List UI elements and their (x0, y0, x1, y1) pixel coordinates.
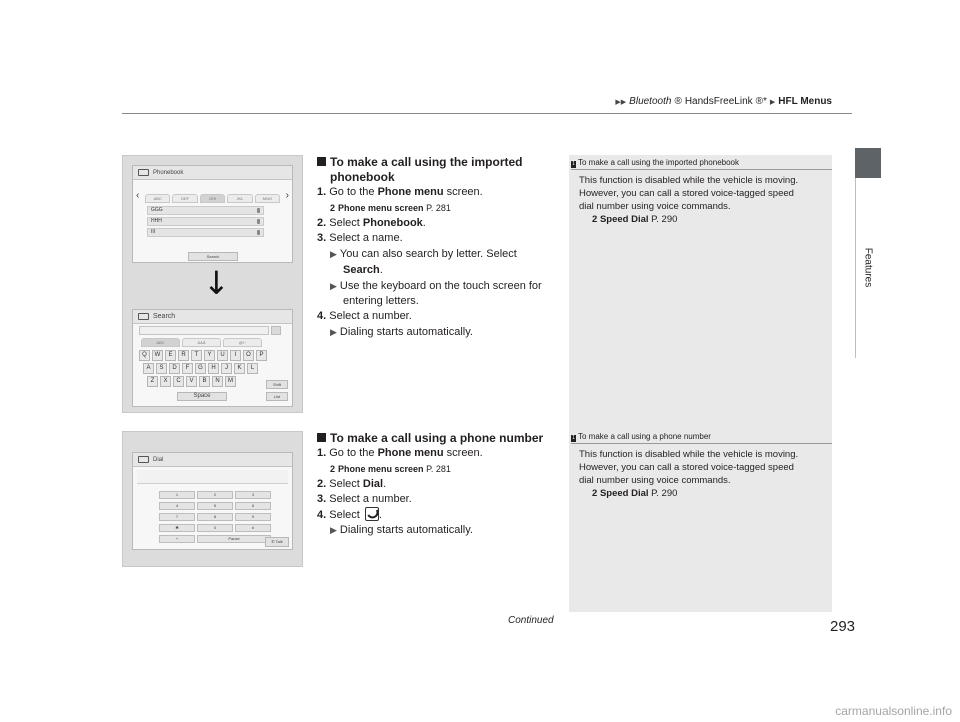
header-reg: ® (674, 96, 682, 107)
search-title-bar (133, 310, 292, 324)
dial-key[interactable]: 1 (159, 491, 195, 499)
header-arrow-icon: ▶▶ (615, 98, 627, 106)
dial-key[interactable]: 8 (197, 513, 233, 521)
key[interactable]: G (195, 363, 206, 374)
key[interactable]: U (217, 350, 228, 361)
screenshot-panel-1 (122, 155, 303, 413)
search-screen (132, 309, 293, 407)
dial-key[interactable]: 3 (235, 491, 271, 499)
section1-step3: 3. Select a name. (317, 232, 403, 244)
contact-row[interactable]: HHH (147, 217, 264, 226)
note1-ref[interactable]: 2 Speed Dial P. 290 (592, 214, 678, 225)
keyboard-row-2 (143, 363, 258, 374)
dial-title-bar (133, 453, 292, 467)
header-brand: HandsFreeLink (684, 96, 753, 107)
note2-line3: dial number using voice commands. (579, 475, 731, 486)
dial-key[interactable]: ✱ (159, 524, 195, 532)
talk-button[interactable]: ✆ Talk (265, 537, 289, 547)
key[interactable]: M (225, 376, 236, 387)
key[interactable]: H (208, 363, 219, 374)
triangle-bullet-icon: ▶ (330, 327, 337, 337)
square-bullet-icon (317, 433, 326, 442)
key[interactable]: A (143, 363, 154, 374)
chevron-right-icon: › (285, 190, 289, 201)
section2-step3: 3. Select a number. (317, 493, 412, 505)
key[interactable]: N (212, 376, 223, 387)
section2-step2: 2. Select Dial. (317, 478, 387, 490)
key[interactable]: T (191, 350, 202, 361)
arrow-down-icon: ↓ (203, 264, 230, 302)
dial-key-plus[interactable]: + (159, 535, 195, 543)
triangle-bullet-icon: ▶ (330, 525, 337, 535)
square-bullet-icon (317, 157, 326, 166)
section1-title: To make a call using the imported (317, 155, 523, 170)
note2-heading: 1 To make a call using a phone number (572, 432, 711, 441)
device-icon (138, 456, 149, 463)
header-arrow2-icon: ▶ (769, 98, 776, 106)
continued-label: Continued (508, 615, 554, 626)
key[interactable]: P (256, 350, 267, 361)
dial-number-display (137, 470, 288, 484)
keyboard-row-1 (139, 350, 267, 361)
triangle-bullet-icon: ▶ (330, 281, 337, 291)
ref-arrow-icon: 2 (330, 203, 336, 213)
tab-letter[interactable]: MNO (255, 194, 280, 203)
note2-rule (571, 443, 832, 444)
dial-key[interactable]: # (235, 524, 271, 532)
note1-line1: This function is disabled while the vehicle is moving. (579, 175, 799, 186)
keyboard-row-3 (147, 376, 236, 387)
triangle-bullet-icon: ▶ (330, 249, 337, 259)
key[interactable]: B (199, 376, 210, 387)
search-title: Search (153, 313, 176, 320)
section2-step4: 4. Select . (317, 509, 382, 521)
key[interactable]: Y (204, 350, 215, 361)
device-icon (138, 313, 149, 320)
phone-icon: ✆ (271, 539, 275, 544)
key[interactable]: V (186, 376, 197, 387)
ref-arrow-icon: 2 (330, 464, 336, 474)
header-section: HFL Menus (778, 96, 832, 107)
phonebook-screen (132, 165, 293, 263)
tab-accents[interactable]: ÀÄÅ (182, 338, 221, 347)
phonebook-title: Phonebook (153, 169, 184, 176)
section1-ref1[interactable]: 2 Phone menu screen P. 281 (330, 203, 451, 213)
key[interactable]: S (156, 363, 167, 374)
screenshot-panel-2 (122, 431, 303, 567)
running-header (615, 96, 832, 107)
dial-key[interactable]: 9 (235, 513, 271, 521)
key[interactable]: C (173, 376, 184, 387)
ref-arrow-icon: 2 (592, 214, 598, 225)
note2-line2: However, you can call a stored voice-tagged speed (579, 462, 794, 473)
section1-title-cont: phonebook (330, 170, 395, 184)
space-button[interactable]: Space (177, 392, 227, 401)
tab-letter[interactable]: JKL (227, 194, 252, 203)
section1-step3-sub2: ▶ Use the keyboard on the touch screen for (330, 280, 542, 292)
header-rule (122, 113, 852, 114)
section2-step1: 1. Go to the Phone menu screen. (317, 447, 483, 459)
keyboard-tabs (141, 338, 262, 347)
key[interactable]: W (152, 350, 163, 361)
section1-step4: 4. Select a number. (317, 310, 412, 322)
section1-step2: 2. Select Phonebook. (317, 217, 426, 229)
section1-step3-sub2-cont: entering letters. (343, 295, 419, 307)
device-icon (138, 169, 149, 176)
search-button[interactable]: Search (188, 252, 238, 261)
key[interactable]: Q (139, 350, 150, 361)
section1-step1: 1. Go to the Phone menu screen. (317, 186, 483, 198)
key[interactable]: L (247, 363, 258, 374)
contact-row[interactable]: III (147, 228, 264, 237)
key[interactable]: Z (147, 376, 158, 387)
tab-letter[interactable]: ABC (145, 194, 170, 203)
tab-letter[interactable]: DEF (172, 194, 197, 203)
note1-line2: However, you can call a stored voice-tagged speed (579, 188, 794, 199)
contact-row[interactable]: GGG (147, 206, 264, 215)
list-button[interactable]: List (266, 392, 288, 401)
dial-screen (132, 452, 293, 550)
section2-step4-sub: ▶ Dialing starts automatically. (330, 524, 473, 536)
note1-heading: 1 To make a call using the imported phonebook (572, 158, 739, 167)
dial-key[interactable]: 2 (197, 491, 233, 499)
dial-key[interactable]: 0 (197, 524, 233, 532)
ref-arrow-icon: 2 (592, 488, 598, 499)
note1-rule (571, 169, 832, 170)
section1-step4-sub: ▶ Dialing starts automatically. (330, 326, 473, 338)
key[interactable]: F (182, 363, 193, 374)
shift-button[interactable]: Shift (266, 380, 288, 389)
side-tab-label: Features (862, 247, 874, 288)
section2-ref1[interactable]: 2 Phone menu screen P. 281 (330, 464, 451, 474)
key[interactable]: I (230, 350, 241, 361)
header-reg2: ®* (755, 96, 767, 107)
note2-line1: This function is disabled while the vehicle is moving. (579, 449, 799, 460)
search-back-button[interactable] (271, 326, 281, 335)
key[interactable]: R (178, 350, 189, 361)
header-bluetooth: Bluetooth (629, 96, 672, 107)
dial-key[interactable]: 5 (197, 502, 233, 510)
phonebook-letter-tabs (145, 194, 280, 203)
chevron-left-icon: ‹ (136, 190, 140, 201)
tab-symbols[interactable]: @!~ (223, 338, 262, 347)
dial-key[interactable]: 4 (159, 502, 195, 510)
key[interactable]: D (169, 363, 180, 374)
key[interactable]: X (160, 376, 171, 387)
dial-key[interactable]: 6 (235, 502, 271, 510)
note1-line3: dial number using voice commands. (579, 201, 731, 212)
key[interactable]: J (221, 363, 232, 374)
phone-icon (365, 507, 379, 521)
key[interactable]: O (243, 350, 254, 361)
side-tab-block (855, 148, 881, 178)
tab-letter[interactable]: GHI (200, 194, 225, 203)
section1-step3-sub1: ▶ You can also search by letter. Select (330, 248, 517, 260)
watermark: carmanualsonline.info (835, 704, 952, 718)
page-number: 293 (830, 618, 856, 635)
dial-key[interactable]: 7 (159, 513, 195, 521)
phonebook-title-bar (133, 166, 292, 180)
key[interactable]: E (165, 350, 176, 361)
dial-key-pause[interactable]: Pause (197, 535, 271, 543)
section2-title: To make a call using a phone number (317, 431, 543, 446)
section1-step3-sub1-cont: Search. (343, 264, 383, 276)
note2-ref[interactable]: 2 Speed Dial P. 290 (592, 488, 678, 499)
key[interactable]: K (234, 363, 245, 374)
search-input[interactable] (139, 326, 269, 335)
dial-keypad (159, 491, 271, 543)
tab-abc[interactable]: ABC (141, 338, 180, 347)
dial-title: Dial (153, 456, 164, 463)
